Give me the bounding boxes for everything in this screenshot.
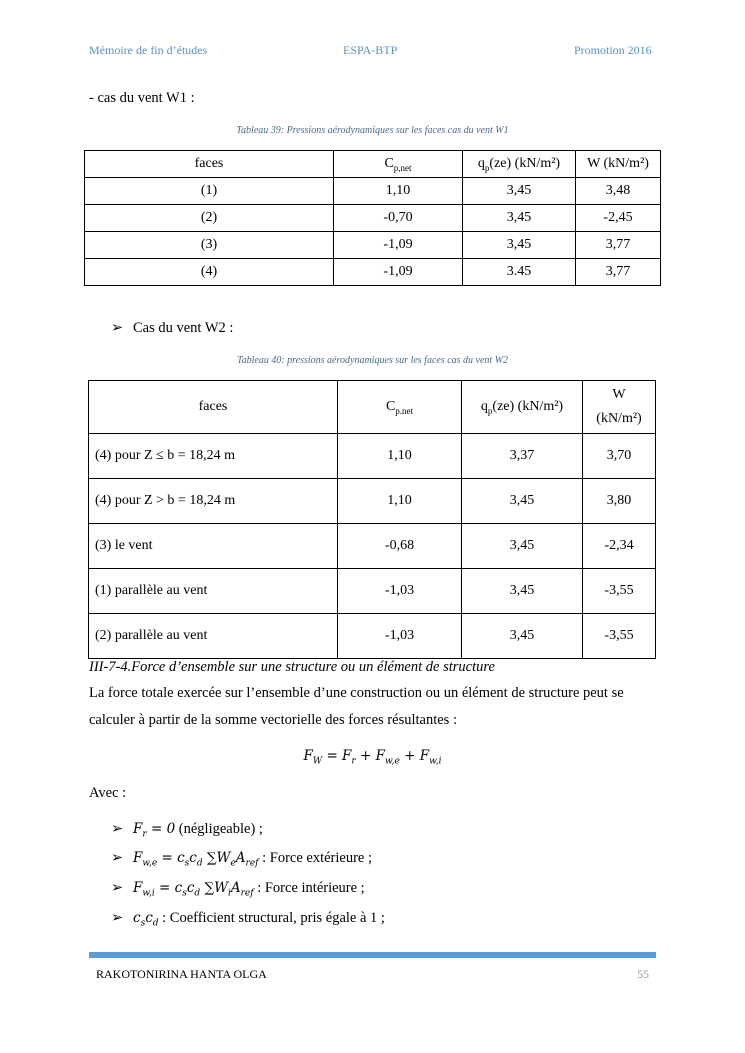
cell: -2,34 — [583, 524, 656, 569]
page-number: 55 — [637, 967, 649, 981]
cell: (2) — [85, 205, 334, 232]
table-w1 — [84, 150, 661, 286]
cell: 3,77 — [576, 232, 661, 259]
cell: -1,03 — [338, 569, 462, 614]
header-left: Mémoire de fin d’études — [89, 43, 208, 57]
section-heading: III-7-4.Force d’ensemble sur une structure ou un élément de structure — [89, 659, 495, 675]
col-faces: faces — [89, 381, 338, 434]
table-header-row — [89, 381, 656, 434]
section-w2-title: ➢ Cas du vent W2 : — [111, 320, 234, 336]
cell: (1) parallèle au vent — [89, 569, 338, 614]
table-row — [89, 569, 656, 614]
table1-caption: Tableau 39: Pressions aérodynamiques sur les faces cas du vent W1 — [236, 125, 509, 136]
cell: -1,03 — [338, 614, 462, 659]
list-item: ➢ $F_{w,e} = c_sc_d$ $\sum W_eA_{ref}$ : Force extérieure ; — [111, 850, 373, 869]
table-row — [89, 524, 656, 569]
cell: 3,70 — [583, 434, 656, 479]
arrow-bullet-icon: ➢ — [111, 850, 124, 866]
table-row — [85, 232, 661, 259]
cell: 3,48 — [576, 178, 661, 205]
cell: (4) pour Z ≤ b = 18,24 m — [89, 434, 338, 479]
col-cp: $C_{p.net}$ — [338, 381, 462, 434]
header-center: ESPA-BTP — [343, 43, 398, 57]
cell: (3) — [85, 232, 334, 259]
cell: -0,70 — [334, 205, 463, 232]
footer-author: RAKOTONIRINA HANTA OLGA — [96, 967, 267, 981]
cell: 1,10 — [338, 479, 462, 524]
cell: 3,45 — [463, 205, 576, 232]
table-row — [85, 178, 661, 205]
cell: 3,77 — [576, 259, 661, 286]
table-row — [85, 259, 661, 286]
avec-label: Avec : — [89, 785, 127, 801]
table2-caption: Tableau 40: pressions aérodynamiques sur les faces cas du vent W2 — [236, 355, 509, 366]
arrow-bullet-icon: ➢ — [111, 880, 124, 896]
col-qp: $q_p(ze)$ (kN/m²) — [463, 151, 576, 178]
section-w1-title: - cas du vent W1 : — [89, 90, 195, 106]
list-item: ➢ $F_{w,i} = c_sc_d$ $\sum W_iA_{ref}$ : Force intérieure ; — [111, 880, 365, 899]
list-item: ➢ $c_sc_d$ : Coefficient structural, pris égale à 1 ; — [111, 910, 385, 929]
col-faces: faces — [85, 151, 334, 178]
formula: $F_W = F_r + F_{w,e} + F_{w,i}$ — [303, 748, 442, 767]
cell: (4) pour Z > b = 18,24 m — [89, 479, 338, 524]
cell: 3,37 — [462, 434, 583, 479]
header-right: Promotion 2016 — [574, 43, 652, 57]
cell: -1,09 — [334, 232, 463, 259]
arrow-bullet-icon: ➢ — [111, 320, 124, 336]
cell: -1,09 — [334, 259, 463, 286]
table-row — [89, 614, 656, 659]
footer-bar — [89, 952, 656, 958]
arrow-bullet-icon: ➢ — [111, 910, 124, 926]
cell: -0,68 — [338, 524, 462, 569]
paragraph-line-2: calculer à partir de la somme vectorielle des forces résultantes : — [89, 712, 457, 728]
cell: (1) — [85, 178, 334, 205]
cell: 3,45 — [462, 614, 583, 659]
cell: 3,80 — [583, 479, 656, 524]
list-item: ➢ $F_r = 0$ (négligeable) ; — [111, 821, 263, 840]
col-qp: $q_p(ze)$ (kN/m²) — [462, 381, 583, 434]
cell: 1,10 — [334, 178, 463, 205]
cell: 3,45 — [462, 479, 583, 524]
cell: 3,45 — [462, 524, 583, 569]
cell: (4) — [85, 259, 334, 286]
table-row — [89, 479, 656, 524]
paragraph-line-1: La force totale exercée sur l’ensemble d’une construction ou un élément de structure peut se — [89, 685, 624, 701]
col-w: W (kN/m²) — [576, 151, 661, 178]
table-w2 — [88, 380, 656, 659]
cell: -2,45 — [576, 205, 661, 232]
cell: -3,55 — [583, 614, 656, 659]
cell: -3,55 — [583, 569, 656, 614]
cell: 1,10 — [338, 434, 462, 479]
table-header-row — [85, 151, 661, 178]
cell: (3) le vent — [89, 524, 338, 569]
col-w: W (kN/m²) — [583, 381, 656, 434]
cell: 3,45 — [463, 232, 576, 259]
cell: 3,45 — [462, 569, 583, 614]
cell: (2) parallèle au vent — [89, 614, 338, 659]
cell: 3.45 — [463, 259, 576, 286]
table-row — [89, 434, 656, 479]
col-cp: $C_{p,net}$ — [334, 151, 463, 178]
table-row — [85, 205, 661, 232]
arrow-bullet-icon: ➢ — [111, 821, 124, 837]
cell: 3,45 — [463, 178, 576, 205]
